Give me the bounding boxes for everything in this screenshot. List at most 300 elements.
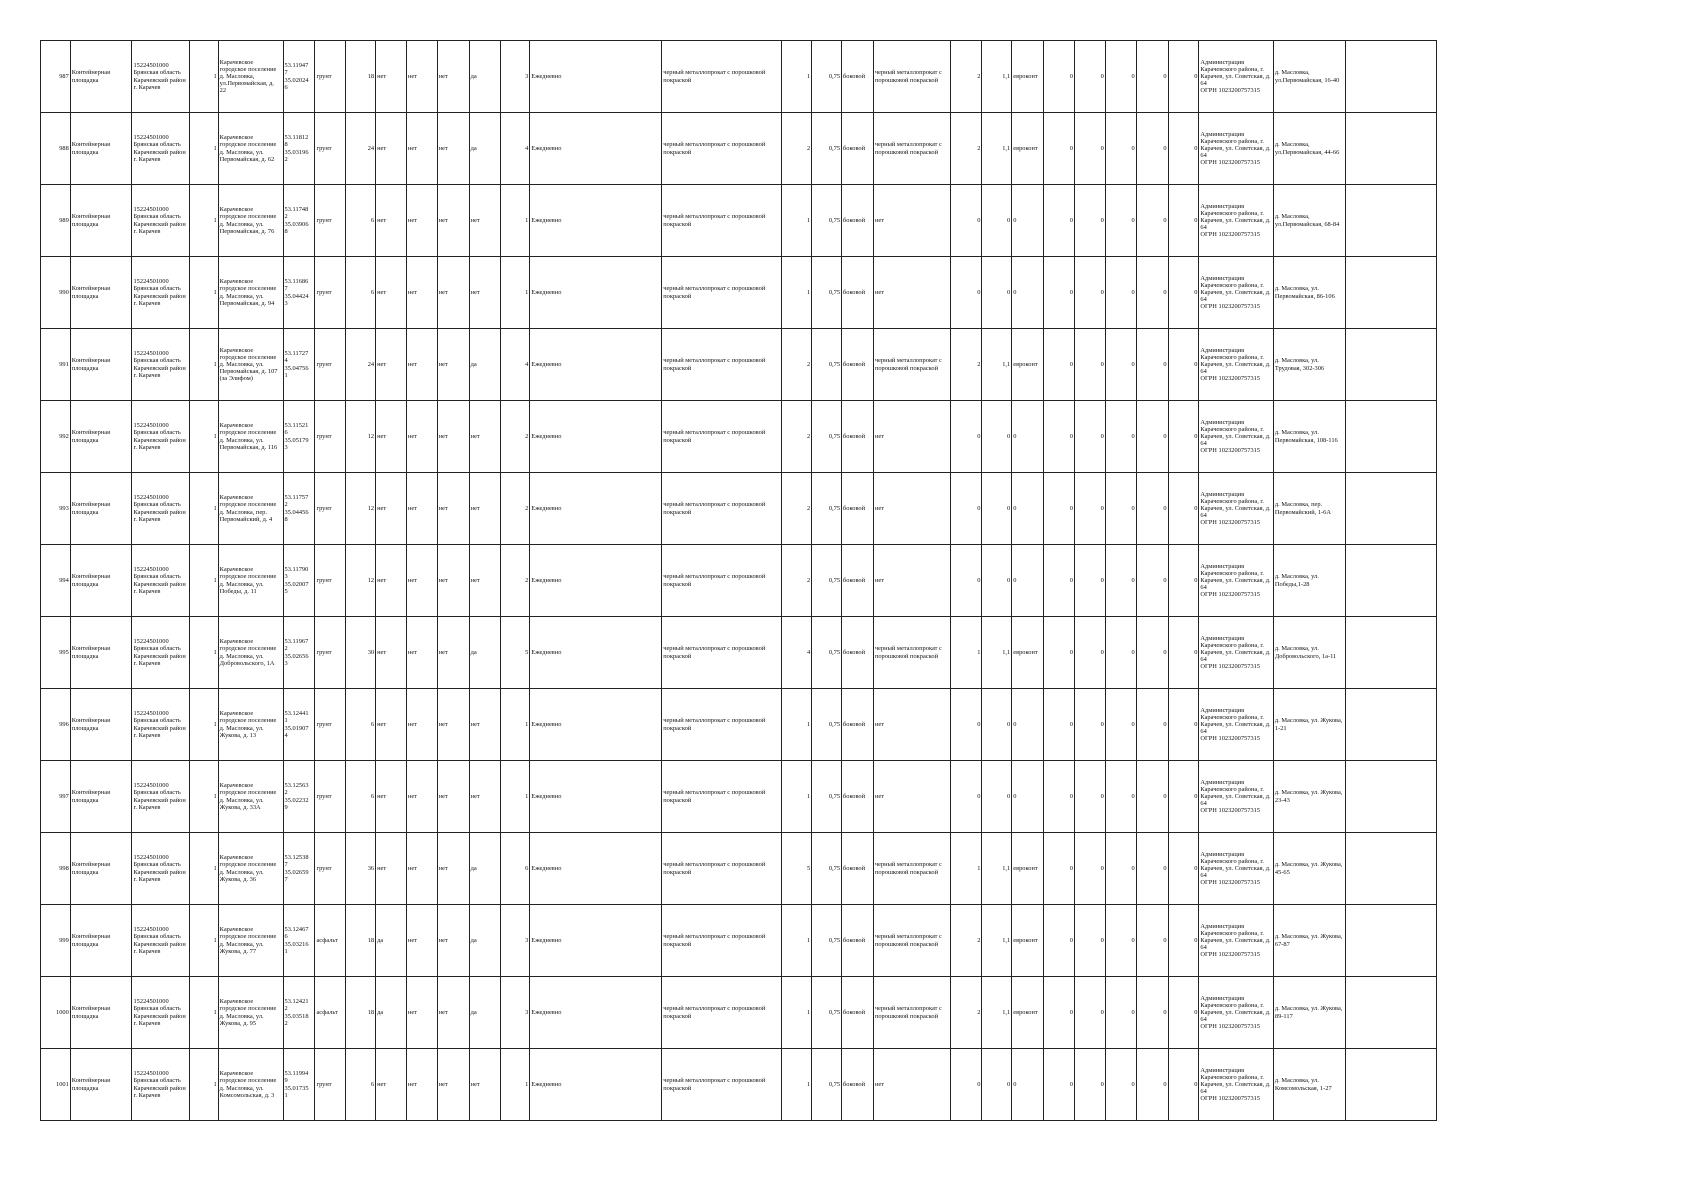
surface-type: грунт: [315, 185, 346, 257]
collection-schedule: Ежедневно: [530, 761, 662, 833]
flag-2: нет: [406, 545, 437, 617]
table-row: [41, 1049, 1437, 1121]
bunker-volume: 1,1: [982, 329, 1012, 401]
bunker-count: 0: [950, 473, 982, 545]
extra-value-1: 0: [1044, 1049, 1075, 1121]
oktmo-location: 15224501000 Брянская область Карачевский район г. Карачев: [132, 401, 189, 473]
extra-value-4: 0: [1136, 473, 1168, 545]
surface-type: асфальт: [315, 905, 346, 977]
bunker-type: 0: [1012, 545, 1044, 617]
table-row: [41, 257, 1437, 329]
site-type: Контейнерная площадка: [70, 761, 132, 833]
site-address: Карачевское городское поселение д. Масловка, пер. Первомайский, д. 4: [218, 473, 283, 545]
flag-3: нет: [437, 977, 469, 1049]
flag-4: да: [469, 905, 500, 977]
extra-value-4: 0: [1136, 689, 1168, 761]
extra-value-4: 0: [1136, 761, 1168, 833]
bunker-count: 2: [950, 905, 982, 977]
row-number: 991: [41, 329, 71, 401]
extra-value-5: 0: [1168, 833, 1199, 905]
empty-cell: [1346, 401, 1437, 473]
flag-2: нет: [406, 617, 437, 689]
flag-2: нет: [406, 257, 437, 329]
empty-cell: [1346, 833, 1437, 905]
container-volume: 0,75: [812, 329, 842, 401]
flag-3: нет: [437, 617, 469, 689]
site-coordinates: 53.11748 2 35.03906 8: [283, 185, 315, 257]
extra-value-3: 0: [1105, 689, 1136, 761]
site-area: 12: [346, 401, 376, 473]
collection-schedule: Ежедневно: [530, 545, 662, 617]
site-type: Контейнерная площадка: [70, 905, 132, 977]
row-number: 1000: [41, 977, 71, 1049]
site-coordinates: 53.12538 7 35.02659 7: [283, 833, 315, 905]
volume-count: 1: [782, 41, 812, 113]
container-material: черный металлопрокат с порошковой покраской: [662, 113, 782, 185]
empty-cell: [1346, 977, 1437, 1049]
surface-type: грунт: [315, 617, 346, 689]
extra-value-3: 0: [1105, 1049, 1136, 1121]
flag-1: нет: [376, 257, 407, 329]
flag-2: нет: [406, 329, 437, 401]
site-area: 24: [346, 329, 376, 401]
site-count: 1: [189, 617, 218, 689]
volume-count: 1: [782, 761, 812, 833]
extra-value-3: 0: [1105, 329, 1136, 401]
container-material: черный металлопрокат с порошковой покраской: [662, 545, 782, 617]
site-owner: Администрация Карачевского района, г. Карачев, ул. Советская, д. 64 ОГРН 1023200757315: [1199, 833, 1273, 905]
bunker-material: черный металлопрокат с порошковой покраской: [873, 833, 950, 905]
extra-value-4: 0: [1136, 257, 1168, 329]
bunker-type: 0: [1012, 1049, 1044, 1121]
loading-type: боковой: [842, 617, 874, 689]
extra-value-3: 0: [1105, 833, 1136, 905]
row-number: 987: [41, 41, 71, 113]
flag-4: нет: [469, 401, 500, 473]
site-count: 1: [189, 1049, 218, 1121]
site-coordinates: 53.11757 2 35.04456 8: [283, 473, 315, 545]
collection-schedule: Ежедневно: [530, 905, 662, 977]
flag-2: нет: [406, 185, 437, 257]
volume-count: 5: [782, 833, 812, 905]
flag-4: нет: [469, 185, 500, 257]
flag-1: нет: [376, 185, 407, 257]
bunker-volume: 1,1: [982, 905, 1012, 977]
container-material: черный металлопрокат с порошковой покраской: [662, 257, 782, 329]
bunker-volume: 1,1: [982, 113, 1012, 185]
site-type: Контейнерная площадка: [70, 545, 132, 617]
flag-3: нет: [437, 545, 469, 617]
extra-value-1: 0: [1044, 185, 1075, 257]
site-coordinates: 53.11727 4 35.04756 1: [283, 329, 315, 401]
container-material: черный металлопрокат с порошковой покраской: [662, 41, 782, 113]
flag-3: нет: [437, 689, 469, 761]
container-count: 5: [500, 617, 530, 689]
served-addresses: д. Масловка, ул. Первомайская, 86-106: [1273, 257, 1345, 329]
oktmo-location: 15224501000 Брянская область Карачевский район г. Карачев: [132, 689, 189, 761]
extra-value-4: 0: [1136, 185, 1168, 257]
container-count: 4: [500, 113, 530, 185]
site-count: 1: [189, 545, 218, 617]
site-owner: Администрация Карачевского района, г. Карачев, ул. Советская, д. 64 ОГРН 1023200757315: [1199, 329, 1273, 401]
volume-count: 2: [782, 401, 812, 473]
surface-type: грунт: [315, 257, 346, 329]
empty-cell: [1346, 473, 1437, 545]
flag-3: нет: [437, 401, 469, 473]
table-row: [41, 401, 1437, 473]
bunker-count: 0: [950, 401, 982, 473]
flag-1: нет: [376, 761, 407, 833]
loading-type: боковой: [842, 401, 874, 473]
site-coordinates: 53.12563 2 35.02232 9: [283, 761, 315, 833]
oktmo-location: 15224501000 Брянская область Карачевский район г. Карачев: [132, 905, 189, 977]
extra-value-5: 0: [1168, 185, 1199, 257]
bunker-material: нет: [873, 689, 950, 761]
extra-value-1: 0: [1044, 41, 1075, 113]
site-coordinates: 53.11947 7 35.02024 6: [283, 41, 315, 113]
oktmo-location: 15224501000 Брянская область Карачевский район г. Карачев: [132, 617, 189, 689]
site-owner: Администрация Карачевского района, г. Карачев, ул. Советская, д. 64 ОГРН 1023200757315: [1199, 617, 1273, 689]
site-type: Контейнерная площадка: [70, 833, 132, 905]
flag-1: нет: [376, 41, 407, 113]
bunker-material: нет: [873, 257, 950, 329]
extra-value-2: 0: [1074, 545, 1105, 617]
oktmo-location: 15224501000 Брянская область Карачевский район г. Карачев: [132, 329, 189, 401]
extra-value-4: 0: [1136, 617, 1168, 689]
flag-1: нет: [376, 401, 407, 473]
extra-value-3: 0: [1105, 401, 1136, 473]
row-number: 999: [41, 905, 71, 977]
bunker-material: нет: [873, 185, 950, 257]
bunker-material: нет: [873, 473, 950, 545]
extra-value-2: 0: [1074, 113, 1105, 185]
surface-type: грунт: [315, 689, 346, 761]
container-volume: 0,75: [812, 41, 842, 113]
loading-type: боковой: [842, 689, 874, 761]
oktmo-location: 15224501000 Брянская область Карачевский район г. Карачев: [132, 185, 189, 257]
flag-1: нет: [376, 473, 407, 545]
site-address: Карачевское городское поселение д. Масловка, ул.Первомайская, д. 22: [218, 41, 283, 113]
site-area: 6: [346, 1049, 376, 1121]
empty-cell: [1346, 257, 1437, 329]
flag-1: да: [376, 977, 407, 1049]
flag-2: нет: [406, 401, 437, 473]
flag-1: да: [376, 905, 407, 977]
container-material: черный металлопрокат с порошковой покраской: [662, 329, 782, 401]
oktmo-location: 15224501000 Брянская область Карачевский район г. Карачев: [132, 761, 189, 833]
site-type: Контейнерная площадка: [70, 617, 132, 689]
surface-type: грунт: [315, 113, 346, 185]
container-volume: 0,75: [812, 905, 842, 977]
bunker-count: 0: [950, 545, 982, 617]
surface-type: асфальт: [315, 977, 346, 1049]
container-volume: 0,75: [812, 545, 842, 617]
extra-value-2: 0: [1074, 617, 1105, 689]
oktmo-location: 15224501000 Брянская область Карачевский район г. Карачев: [132, 1049, 189, 1121]
site-area: 36: [346, 833, 376, 905]
site-type: Контейнерная площадка: [70, 1049, 132, 1121]
site-address: Карачевское городское поселение д. Масловка, ул. Первомайская, д. 116: [218, 401, 283, 473]
site-count: 1: [189, 257, 218, 329]
flag-4: нет: [469, 545, 500, 617]
flag-1: нет: [376, 329, 407, 401]
bunker-volume: 0: [982, 1049, 1012, 1121]
table-row: [41, 617, 1437, 689]
surface-type: грунт: [315, 473, 346, 545]
loading-type: боковой: [842, 977, 874, 1049]
bunker-type: евроконт: [1012, 113, 1044, 185]
extra-value-3: 0: [1105, 545, 1136, 617]
empty-cell: [1346, 617, 1437, 689]
served-addresses: д. Масловка, ул. Добровольского, 1а-11: [1273, 617, 1345, 689]
bunker-count: 0: [950, 1049, 982, 1121]
empty-cell: [1346, 545, 1437, 617]
served-addresses: д. Масловка, ул.Первомайская, 68-84: [1273, 185, 1345, 257]
extra-value-3: 0: [1105, 761, 1136, 833]
container-count: 3: [500, 41, 530, 113]
extra-value-3: 0: [1105, 257, 1136, 329]
container-volume: 0,75: [812, 401, 842, 473]
extra-value-5: 0: [1168, 617, 1199, 689]
registry-sheet: [40, 40, 1437, 1121]
extra-value-2: 0: [1074, 257, 1105, 329]
site-owner: Администрация Карачевского района, г. Карачев, ул. Советская, д. 64 ОГРН 1023200757315: [1199, 185, 1273, 257]
flag-2: нет: [406, 473, 437, 545]
bunker-volume: 0: [982, 473, 1012, 545]
bunker-material: черный металлопрокат с порошковой покраской: [873, 329, 950, 401]
site-coordinates: 53.11686 7 35.04424 3: [283, 257, 315, 329]
flag-3: нет: [437, 905, 469, 977]
table-row: [41, 329, 1437, 401]
extra-value-1: 0: [1044, 329, 1075, 401]
row-number: 988: [41, 113, 71, 185]
site-address: Карачевское городское поселение д. Масловка, ул. Добровольского, 1А: [218, 617, 283, 689]
surface-type: грунт: [315, 1049, 346, 1121]
extra-value-2: 0: [1074, 41, 1105, 113]
site-count: 1: [189, 113, 218, 185]
row-number: 989: [41, 185, 71, 257]
volume-count: 2: [782, 473, 812, 545]
volume-count: 1: [782, 185, 812, 257]
volume-count: 1: [782, 977, 812, 1049]
oktmo-location: 15224501000 Брянская область Карачевский район г. Карачев: [132, 41, 189, 113]
flag-3: нет: [437, 473, 469, 545]
extra-value-5: 0: [1168, 329, 1199, 401]
flag-1: нет: [376, 1049, 407, 1121]
container-count: 6: [500, 833, 530, 905]
container-volume: 0,75: [812, 617, 842, 689]
table-row: [41, 761, 1437, 833]
container-count: 3: [500, 905, 530, 977]
site-coordinates: 53.11790 3 35.02007 5: [283, 545, 315, 617]
site-count: 1: [189, 833, 218, 905]
container-volume: 0,75: [812, 689, 842, 761]
flag-1: нет: [376, 833, 407, 905]
site-address: Карачевское городское поселение д. Масловка, ул. Первомайская, д. 62: [218, 113, 283, 185]
loading-type: боковой: [842, 545, 874, 617]
oktmo-location: 15224501000 Брянская область Карачевский район г. Карачев: [132, 473, 189, 545]
row-number: 998: [41, 833, 71, 905]
site-count: 1: [189, 401, 218, 473]
container-count: 2: [500, 473, 530, 545]
collection-schedule: Ежедневно: [530, 257, 662, 329]
bunker-material: черный металлопрокат с порошковой покраской: [873, 905, 950, 977]
extra-value-4: 0: [1136, 833, 1168, 905]
container-material: черный металлопрокат с порошковой покраской: [662, 473, 782, 545]
extra-value-1: 0: [1044, 905, 1075, 977]
table-row: [41, 977, 1437, 1049]
container-material: черный металлопрокат с порошковой покраской: [662, 905, 782, 977]
extra-value-4: 0: [1136, 113, 1168, 185]
flag-3: нет: [437, 1049, 469, 1121]
bunker-count: 0: [950, 185, 982, 257]
flag-4: нет: [469, 689, 500, 761]
site-address: Карачевское городское поселение д. Масловка, ул. Победы, д. 11: [218, 545, 283, 617]
site-address: Карачевское городское поселение д. Масловка, ул. Комсомольская, д. 3: [218, 1049, 283, 1121]
bunker-volume: 1,1: [982, 833, 1012, 905]
bunker-material: нет: [873, 1049, 950, 1121]
extra-value-3: 0: [1105, 113, 1136, 185]
volume-count: 2: [782, 113, 812, 185]
extra-value-5: 0: [1168, 257, 1199, 329]
extra-value-3: 0: [1105, 41, 1136, 113]
bunker-count: 2: [950, 977, 982, 1049]
extra-value-3: 0: [1105, 617, 1136, 689]
site-owner: Администрация Карачевского района, г. Карачев, ул. Советская, д. 64 ОГРН 1023200757315: [1199, 41, 1273, 113]
bunker-type: евроконт: [1012, 977, 1044, 1049]
bunker-type: 0: [1012, 185, 1044, 257]
extra-value-4: 0: [1136, 977, 1168, 1049]
flag-3: нет: [437, 41, 469, 113]
site-type: Контейнерная площадка: [70, 329, 132, 401]
container-count: 2: [500, 401, 530, 473]
extra-value-4: 0: [1136, 41, 1168, 113]
surface-type: грунт: [315, 329, 346, 401]
bunker-volume: 0: [982, 761, 1012, 833]
row-number: 990: [41, 257, 71, 329]
extra-value-4: 0: [1136, 545, 1168, 617]
table-row: [41, 41, 1437, 113]
site-owner: Администрация Карачевского района, г. Карачев, ул. Советская, д. 64 ОГРН 1023200757315: [1199, 401, 1273, 473]
site-type: Контейнерная площадка: [70, 977, 132, 1049]
container-count: 1: [500, 185, 530, 257]
extra-value-5: 0: [1168, 905, 1199, 977]
table-row: [41, 905, 1437, 977]
site-owner: Администрация Карачевского района, г. Карачев, ул. Советская, д. 64 ОГРН 1023200757315: [1199, 1049, 1273, 1121]
collection-schedule: Ежедневно: [530, 113, 662, 185]
table-row: [41, 833, 1437, 905]
container-volume: 0,75: [812, 257, 842, 329]
flag-1: нет: [376, 113, 407, 185]
table-row: [41, 473, 1437, 545]
bunker-volume: 0: [982, 401, 1012, 473]
flag-4: нет: [469, 473, 500, 545]
collection-schedule: Ежедневно: [530, 401, 662, 473]
bunker-type: 0: [1012, 689, 1044, 761]
container-volume: 0,75: [812, 1049, 842, 1121]
container-volume: 0,75: [812, 833, 842, 905]
served-addresses: д. Масловка, ул.Первомайская, 16-40: [1273, 41, 1345, 113]
flag-2: нет: [406, 689, 437, 761]
site-coordinates: 53.12467 6 35.03216 1: [283, 905, 315, 977]
flag-4: да: [469, 833, 500, 905]
table-body: [41, 41, 1437, 1121]
bunker-volume: 0: [982, 257, 1012, 329]
bunker-count: 2: [950, 329, 982, 401]
table-row: [41, 689, 1437, 761]
container-material: черный металлопрокат с порошковой покраской: [662, 617, 782, 689]
extra-value-1: 0: [1044, 401, 1075, 473]
surface-type: грунт: [315, 41, 346, 113]
extra-value-2: 0: [1074, 329, 1105, 401]
bunker-material: черный металлопрокат с порошковой покраской: [873, 617, 950, 689]
bunker-material: черный металлопрокат с порошковой покраской: [873, 41, 950, 113]
served-addresses: д. Масловка, ул. Жукова, 89-117: [1273, 977, 1345, 1049]
bunker-material: черный металлопрокат с порошковой покраской: [873, 113, 950, 185]
extra-value-3: 0: [1105, 473, 1136, 545]
extra-value-5: 0: [1168, 401, 1199, 473]
site-address: Карачевское городское поселение д. Масловка, ул. Жукова, д. 95: [218, 977, 283, 1049]
row-number: 1001: [41, 1049, 71, 1121]
row-number: 992: [41, 401, 71, 473]
bunker-volume: 1,1: [982, 617, 1012, 689]
empty-cell: [1346, 329, 1437, 401]
extra-value-2: 0: [1074, 905, 1105, 977]
extra-value-2: 0: [1074, 1049, 1105, 1121]
site-type: Контейнерная площадка: [70, 257, 132, 329]
row-number: 995: [41, 617, 71, 689]
bunker-type: 0: [1012, 761, 1044, 833]
bunker-volume: 0: [982, 545, 1012, 617]
extra-value-5: 0: [1168, 41, 1199, 113]
extra-value-4: 0: [1136, 905, 1168, 977]
loading-type: боковой: [842, 185, 874, 257]
flag-4: да: [469, 977, 500, 1049]
extra-value-2: 0: [1074, 761, 1105, 833]
flag-1: нет: [376, 617, 407, 689]
extra-value-4: 0: [1136, 329, 1168, 401]
loading-type: боковой: [842, 761, 874, 833]
bunker-type: евроконт: [1012, 905, 1044, 977]
flag-3: нет: [437, 185, 469, 257]
loading-type: боковой: [842, 41, 874, 113]
site-count: 1: [189, 41, 218, 113]
extra-value-1: 0: [1044, 257, 1075, 329]
collection-schedule: Ежедневно: [530, 185, 662, 257]
site-type: Контейнерная площадка: [70, 473, 132, 545]
site-address: Карачевское городское поселение д. Масловка, ул. Первомайская, д. 107 (за Элифом): [218, 329, 283, 401]
collection-schedule: Ежедневно: [530, 41, 662, 113]
empty-cell: [1346, 1049, 1437, 1121]
bunker-type: 0: [1012, 473, 1044, 545]
site-count: 1: [189, 473, 218, 545]
site-address: Карачевское городское поселение д. Масловка, ул. Жукова, д. 77: [218, 905, 283, 977]
extra-value-1: 0: [1044, 545, 1075, 617]
container-count: 1: [500, 689, 530, 761]
loading-type: боковой: [842, 329, 874, 401]
site-address: Карачевское городское поселение д. Масловка, ул. Жукова, д. 36: [218, 833, 283, 905]
loading-type: боковой: [842, 905, 874, 977]
collection-schedule: Ежедневно: [530, 689, 662, 761]
extra-value-1: 0: [1044, 833, 1075, 905]
extra-value-5: 0: [1168, 761, 1199, 833]
bunker-count: 0: [950, 257, 982, 329]
container-volume: 0,75: [812, 761, 842, 833]
site-coordinates: 53.11967 2 35.02656 3: [283, 617, 315, 689]
served-addresses: д. Масловка, ул. Победы,1-28: [1273, 545, 1345, 617]
site-owner: Администрация Карачевского района, г. Карачев, ул. Советская, д. 64 ОГРН 1023200757315: [1199, 689, 1273, 761]
flag-1: нет: [376, 689, 407, 761]
